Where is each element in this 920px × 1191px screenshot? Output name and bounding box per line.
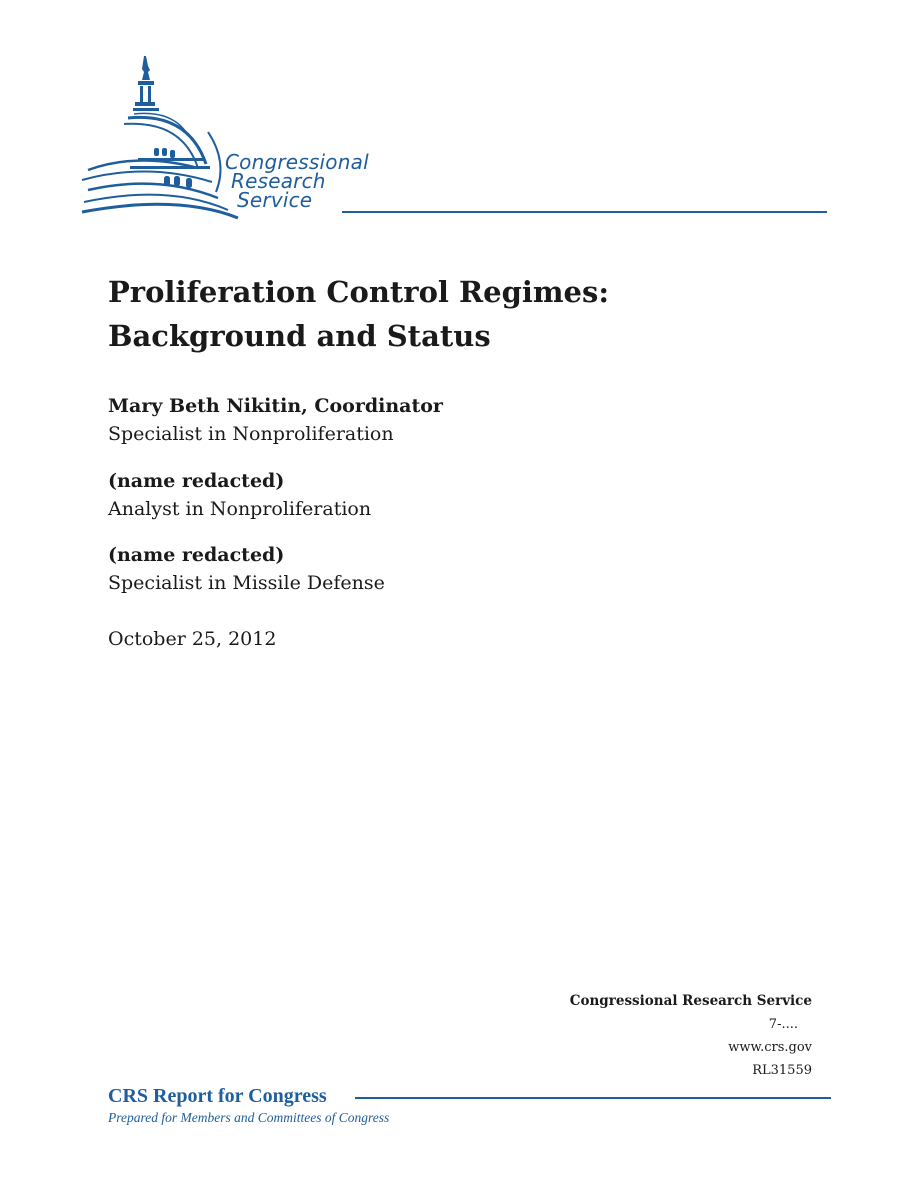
title-line-1: Proliferation Control Regimes:: [108, 275, 610, 309]
footer-title: CRS Report for Congress: [108, 1085, 327, 1107]
report-date: October 25, 2012: [108, 628, 277, 650]
footer-rule-divider: [355, 1097, 831, 1099]
author-role: Specialist in Missile Defense: [108, 572, 385, 594]
report-meta: [570, 990, 812, 1082]
title-line-2: Background and Status: [108, 319, 491, 353]
meta-organization: Congressional Research Service: [569, 993, 812, 1009]
meta-report-number: RL31559: [752, 1063, 812, 1078]
footer-subtitle: Prepared for Members and Committees of Congress: [108, 1110, 390, 1125]
author-block: [108, 392, 443, 448]
author-role: Specialist in Nonproliferation: [108, 423, 394, 445]
author-role: Analyst in Nonproliferation: [108, 498, 372, 520]
author-block: [108, 541, 385, 597]
author-block: [108, 467, 371, 523]
author-name: (name redacted): [108, 470, 285, 492]
meta-website-link[interactable]: www.crs.gov: [728, 1040, 812, 1055]
crs-logo-text: [225, 150, 369, 212]
author-name: Mary Beth Nikitin, Coordinator: [108, 395, 443, 417]
logo-line-congressional: Congressional: [225, 150, 369, 174]
meta-code: 7-....: [768, 1017, 798, 1032]
logo-line-service: Service: [237, 188, 313, 212]
report-title: [108, 270, 609, 358]
logo-rule-divider: [342, 211, 827, 213]
author-name: (name redacted): [108, 544, 285, 566]
logo-line-research: Research: [231, 169, 326, 193]
